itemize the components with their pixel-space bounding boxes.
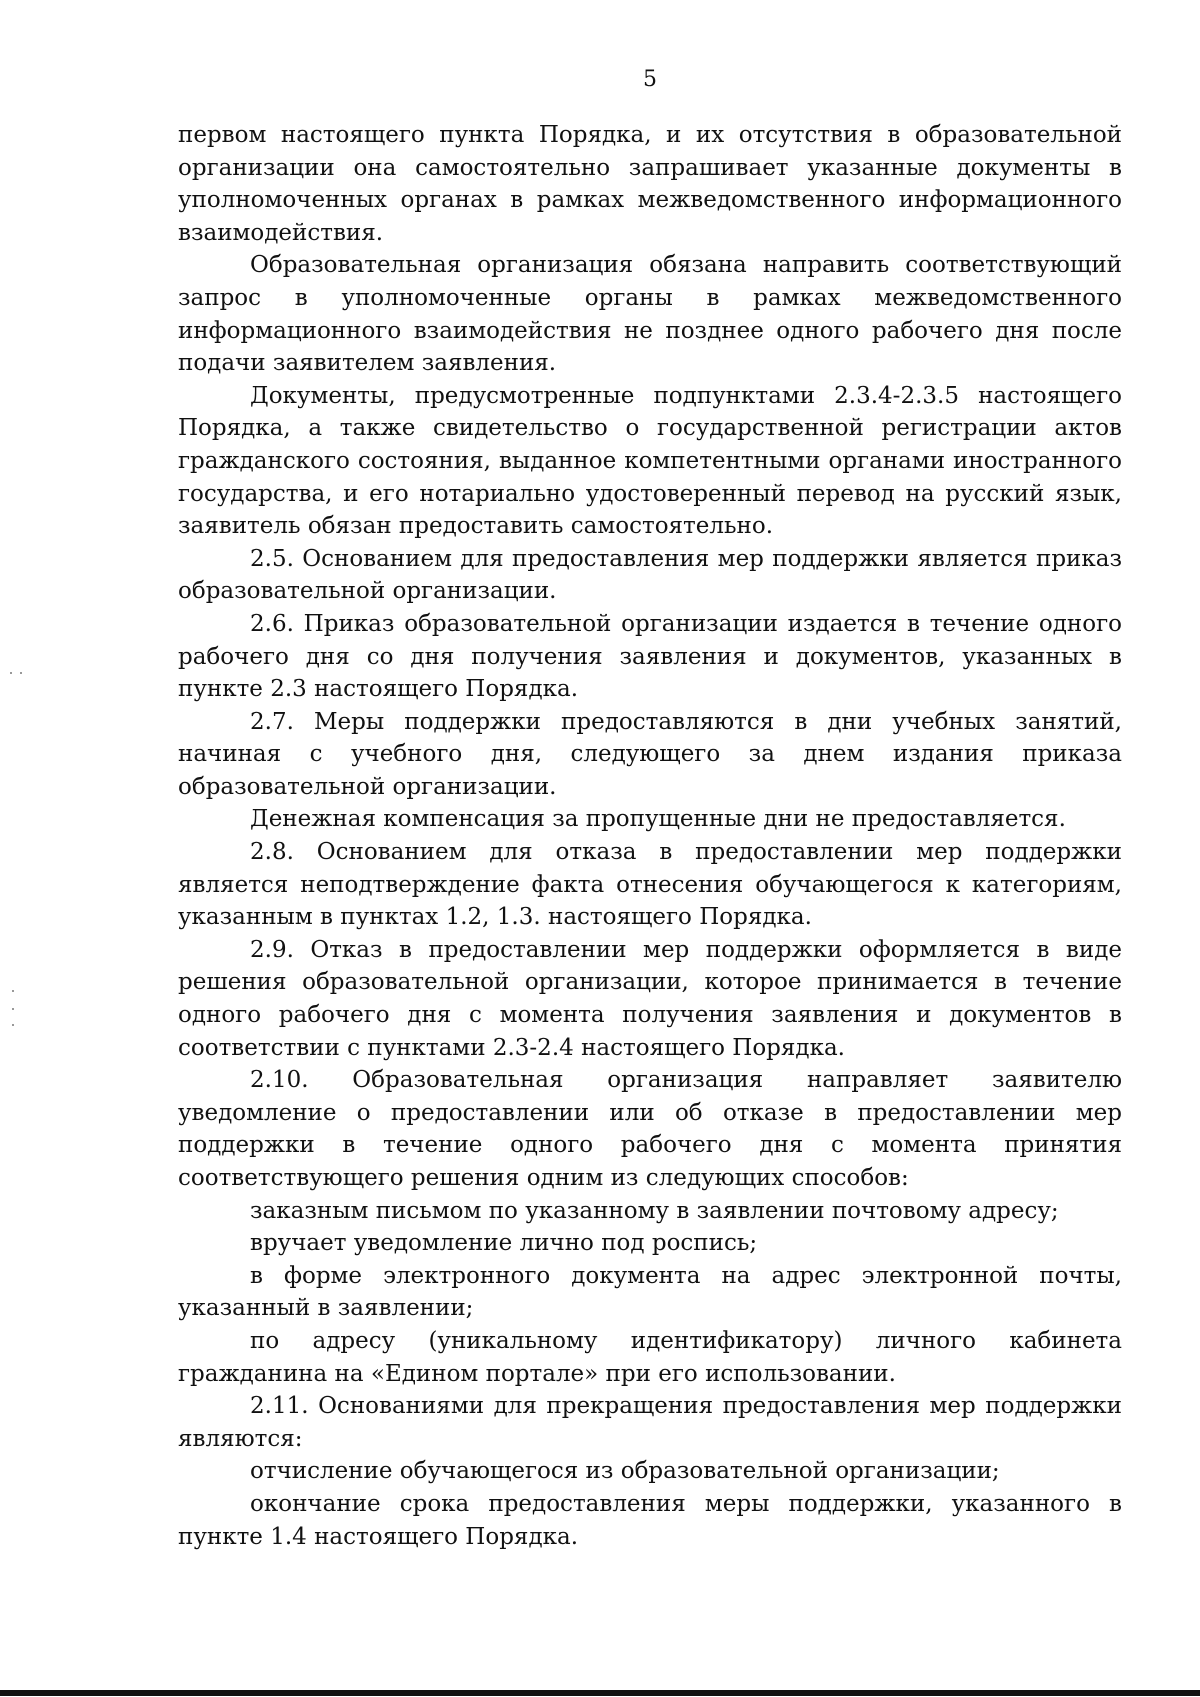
- page-number: 5: [643, 67, 657, 92]
- scan-bottom-border: [0, 1690, 1200, 1696]
- list-item-term-end: окончание срока предоставления меры поддержки, указанного в пункте 1.4 настоящего Порядка.: [178, 1490, 1122, 1550]
- list-item-portal-account: по адресу (уникальному идентификатору) личного кабинета гражданина на «Едином портале» при его использовании.: [178, 1327, 1122, 1387]
- list-item-expulsion: отчисление обучающегося из образовательной организации;: [250, 1458, 1000, 1485]
- paragraph-2-9: 2.9. Отказ в предоставлении мер поддержки оформляется в виде решения образовательной организации, которое принимается в течение одного рабочего дня с момента получения заявления и документов в соответствии с пунктами 2.3-2.4 настоящего Порядка.: [178, 936, 1122, 1061]
- paragraph-2-5: 2.5. Основанием для предоставления мер поддержки является приказ образовательной организации.: [178, 545, 1122, 605]
- list-item-email: в форме электронного документа на адрес электронной почты, указанный в заявлении;: [178, 1262, 1122, 1322]
- paragraph-2-6: 2.6. Приказ образовательной организации издается в течение одного рабочего дня со дня получения заявления и документов, указанных в пункте 2.3 настоящего Порядка.: [178, 610, 1122, 703]
- paragraph-continuation: первом настоящего пункта Порядка, и их отсутствия в образовательной организации она самостоятельно запрашивает указанные документы в уполномоченных органах в рамках межведомственного информационного взаимодействия.: [178, 122, 1122, 246]
- paragraph-request-obligation: Образовательная организация обязана направить соответствующий запрос в уполномоченные органы в рамках межведомственного информационного взаимодействия не позднее одного рабочего дня после подачи заявителем заявления.: [178, 252, 1122, 377]
- scan-margin-specks: [6, 672, 30, 1032]
- paragraph-2-11: 2.11. Основаниями для прекращения предоставления мер поддержки являются:: [178, 1393, 1122, 1452]
- paragraph-compensation: Денежная компенсация за пропущенные дни не предоставляется.: [250, 806, 1066, 833]
- paragraph-2-7: 2.7. Меры поддержки предоставляются в дни учебных занятий, начиная с учебного дня, следующего за днем издания приказа образовательной организации.: [178, 708, 1122, 800]
- paragraph-2-8: 2.8. Основанием для отказа в предоставлении мер поддержки является неподтверждение факта отнесения обучающегося к категориям, указанным в пунктах 1.2, 1.3. настоящего Порядка.: [178, 839, 1122, 931]
- paragraph-2-10: 2.10. Образовательная организация направляет заявителю уведомление о предоставлении или об отказе в предоставлении мер поддержки в течение одного рабочего дня с момента принятия соответствующего решения одним из следующих способов:: [178, 1067, 1122, 1191]
- paragraph-documents-self: Документы, предусмотренные подпунктами 2.3.4-2.3.5 настоящего Порядка, а также свидетельство о государственной регистрации актов гражданского состояния, выданное компетентными органами иностранного государства, и его нотариально удостоверенный перевод на русский язык, заявитель обязан предоставить самостоятельно.: [178, 382, 1122, 540]
- list-item-registered-mail: заказным письмом по указанному в заявлении почтовому адресу;: [250, 1197, 1059, 1224]
- document-body: [178, 119, 1122, 1553]
- list-item-personal-delivery: вручает уведомление лично под роспись;: [250, 1230, 758, 1257]
